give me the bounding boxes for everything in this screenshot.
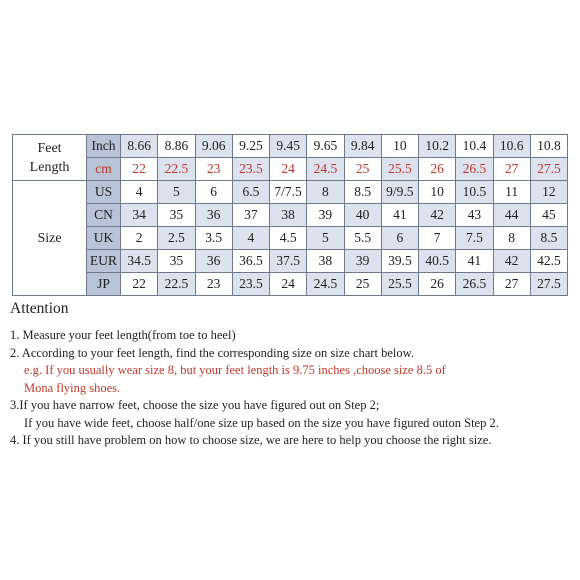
inch-cell: 10 — [381, 135, 418, 158]
cm-cell: 25 — [344, 158, 381, 181]
inch-label: Inch — [87, 135, 121, 158]
size-row-jp — [13, 273, 568, 296]
size-cell: 44 — [493, 204, 530, 227]
note-4: 4. If you still have problem on how to choose size, we are here to help you choose the right size. — [10, 433, 492, 447]
inch-row — [13, 135, 568, 158]
size-cell: 4 — [232, 227, 269, 250]
size-cell: 8 — [307, 181, 344, 204]
inch-cell: 8.66 — [121, 135, 158, 158]
size-cell: 36.5 — [232, 250, 269, 273]
size-chart-table — [12, 134, 568, 296]
size-cell: 12 — [530, 181, 567, 204]
size-cell: 7/7.5 — [270, 181, 307, 204]
feet-length-header-line: Feet — [37, 140, 62, 156]
size-cell: 36 — [195, 204, 232, 227]
size-cell: 35 — [158, 204, 195, 227]
size-cell: 39 — [307, 204, 344, 227]
cm-cell: 24.5 — [307, 158, 344, 181]
size-cell: 41 — [381, 204, 418, 227]
size-cell: 37.5 — [270, 250, 307, 273]
cm-cell: 23.5 — [232, 158, 269, 181]
cm-label: cm — [87, 158, 121, 181]
note-2-example: e.g. If you usually wear size 8, but your feet length is 9.75 inches ,choose size 8.5 of — [24, 363, 446, 377]
inch-cell: 9.25 — [232, 135, 269, 158]
cm-cell: 27 — [493, 158, 530, 181]
size-row-us — [13, 181, 568, 204]
size-cell: 10 — [419, 181, 456, 204]
size-cell: 5 — [307, 227, 344, 250]
size-cell: 6 — [195, 181, 232, 204]
size-system-label: CN — [87, 204, 121, 227]
size-cell: 43 — [456, 204, 493, 227]
size-cell: 11 — [493, 181, 530, 204]
size-cell: 9/9.5 — [381, 181, 418, 204]
feet-length-header-line: Length — [29, 159, 70, 175]
size-cell: 45 — [530, 204, 567, 227]
cm-cell: 22.5 — [158, 158, 195, 181]
cm-cell: 25.5 — [381, 158, 418, 181]
note-1: 1. Measure your feet length(from toe to heel) — [10, 328, 236, 342]
cm-cell: 26 — [419, 158, 456, 181]
size-cell: 26.5 — [456, 273, 493, 296]
size-cell: 22 — [121, 273, 158, 296]
inch-cell: 10.6 — [493, 135, 530, 158]
size-cell: 40.5 — [419, 250, 456, 273]
attention-heading: Attention — [10, 300, 69, 317]
cm-cell: 24 — [270, 158, 307, 181]
inch-cell: 9.84 — [344, 135, 381, 158]
feet-length-header — [13, 135, 87, 181]
size-cell: 2.5 — [158, 227, 195, 250]
inch-cell: 9.45 — [270, 135, 307, 158]
size-cell: 35 — [158, 250, 195, 273]
inch-cell: 10.4 — [456, 135, 493, 158]
size-cell: 3.5 — [195, 227, 232, 250]
inch-cell: 9.06 — [195, 135, 232, 158]
size-cell: 23.5 — [232, 273, 269, 296]
size-cell: 7 — [419, 227, 456, 250]
cm-cell: 26.5 — [456, 158, 493, 181]
size-cell: 42 — [419, 204, 456, 227]
size-cell: 37 — [232, 204, 269, 227]
size-cell: 5.5 — [344, 227, 381, 250]
size-row-cn — [13, 204, 568, 227]
inch-cell: 8.86 — [158, 135, 195, 158]
note-2: 2. According to your feet length, find the corresponding size on size chart below. — [10, 345, 414, 360]
size-cell: 2 — [121, 227, 158, 250]
size-system-label: UK — [87, 227, 121, 250]
size-cell: 39 — [344, 250, 381, 273]
size-cell: 34.5 — [121, 250, 158, 273]
note-3-cont: If you have wide feet, choose half/one size up based on the size you have figured outon Step 2. — [24, 415, 499, 430]
size-cell: 10.5 — [456, 181, 493, 204]
size-chart-body — [13, 135, 568, 296]
size-cell: 34 — [121, 204, 158, 227]
size-cell: 41 — [456, 250, 493, 273]
note-2-example-cont: Mona flying shoes. — [24, 380, 121, 395]
size-cell: 39.5 — [381, 250, 418, 273]
size-notes — [10, 327, 575, 450]
size-cell: 8 — [493, 227, 530, 250]
size-cell: 27.5 — [530, 273, 567, 296]
size-cell: 38 — [307, 250, 344, 273]
size-header: Size — [13, 181, 87, 296]
size-system-label: JP — [87, 273, 121, 296]
note-3: 3.If you have narrow feet, choose the size you have figured out on Step 2; — [10, 398, 380, 412]
size-cell: 24 — [270, 273, 307, 296]
size-cell: 27 — [493, 273, 530, 296]
size-cell: 25.5 — [381, 273, 418, 296]
size-cell: 23 — [195, 273, 232, 296]
size-cell: 42.5 — [530, 250, 567, 273]
size-cell: 40 — [344, 204, 381, 227]
inch-cell: 10.8 — [530, 135, 567, 158]
cm-cell: 27.5 — [530, 158, 567, 181]
size-cell: 36 — [195, 250, 232, 273]
size-cell: 6.5 — [232, 181, 269, 204]
size-cell: 8.5 — [530, 227, 567, 250]
cm-cell: 23 — [195, 158, 232, 181]
size-cell: 4 — [121, 181, 158, 204]
size-cell: 38 — [270, 204, 307, 227]
size-cell: 22.5 — [158, 273, 195, 296]
inch-cell: 9.65 — [307, 135, 344, 158]
size-cell: 8.5 — [344, 181, 381, 204]
size-cell: 42 — [493, 250, 530, 273]
size-cell: 6 — [381, 227, 418, 250]
size-row-eur — [13, 250, 568, 273]
cm-cell: 22 — [121, 158, 158, 181]
size-cell: 25 — [344, 273, 381, 296]
size-cell: 24.5 — [307, 273, 344, 296]
size-system-label: US — [87, 181, 121, 204]
size-row-uk — [13, 227, 568, 250]
size-cell: 7.5 — [456, 227, 493, 250]
inch-cell: 10.2 — [419, 135, 456, 158]
size-cell: 4.5 — [270, 227, 307, 250]
size-cell: 5 — [158, 181, 195, 204]
size-system-label: EUR — [87, 250, 121, 273]
size-cell: 26 — [419, 273, 456, 296]
cm-row — [13, 158, 568, 181]
